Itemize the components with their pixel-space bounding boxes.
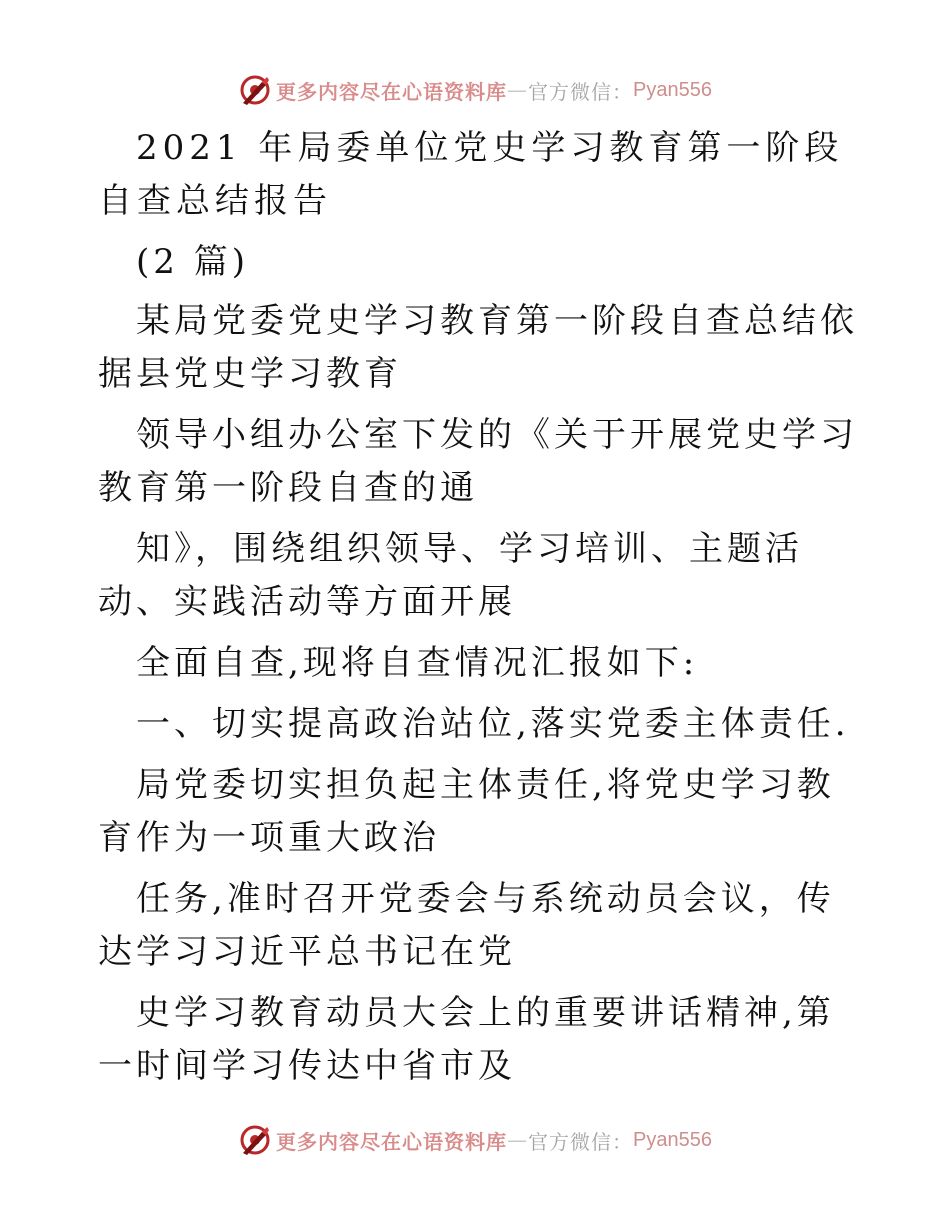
pen-logo-icon	[238, 1123, 272, 1157]
paragraph: 任务,准时召开党委会与系统动员会议，传达学习习近平总书记在党	[98, 879, 835, 972]
document-title: 2021 年局委单位党史学习教育第一阶段自查总结报告	[98, 128, 844, 221]
watermark-label: 官方微信：	[528, 79, 634, 104]
watermark-brand: 更多内容尽在心语资料库	[276, 1129, 508, 1154]
paragraph: 全面自查,现将自查情况汇报如下:	[136, 643, 699, 683]
paragraph: 史学习教育动员大会上的重要讲话精神,第一时间学习传达中省市及	[98, 993, 835, 1086]
watermark-id: Pyan556	[633, 1128, 712, 1151]
paragraph: 领导小组办公室下发的《关于开展党史学习教育第一阶段自查的通	[98, 415, 858, 508]
watermark-label: 官方微信：	[528, 1129, 634, 1154]
section-heading: 一、切实提高政治站位,落实党委主体责任.	[136, 704, 850, 744]
document-body	[98, 122, 858, 1101]
document-subtitle: (2 篇)	[136, 242, 249, 282]
watermark-dash: —	[507, 78, 529, 102]
paragraph: 某局党委党史学习教育第一阶段自查总结依据县党史学习教育	[98, 301, 858, 394]
pen-logo-icon	[238, 73, 272, 107]
footer-watermark	[0, 1120, 950, 1160]
watermark-dash: —	[507, 1128, 529, 1152]
watermark-brand: 更多内容尽在心语资料库	[276, 79, 508, 104]
paragraph: 局党委切实担负起主体责任,将党史学习教育作为一项重大政治	[98, 765, 835, 858]
paragraph: 知》，围绕组织领导、学习培训、主题活动、实践活动等方面开展	[98, 529, 803, 622]
header-watermark	[0, 70, 950, 110]
watermark-id: Pyan556	[633, 78, 712, 101]
